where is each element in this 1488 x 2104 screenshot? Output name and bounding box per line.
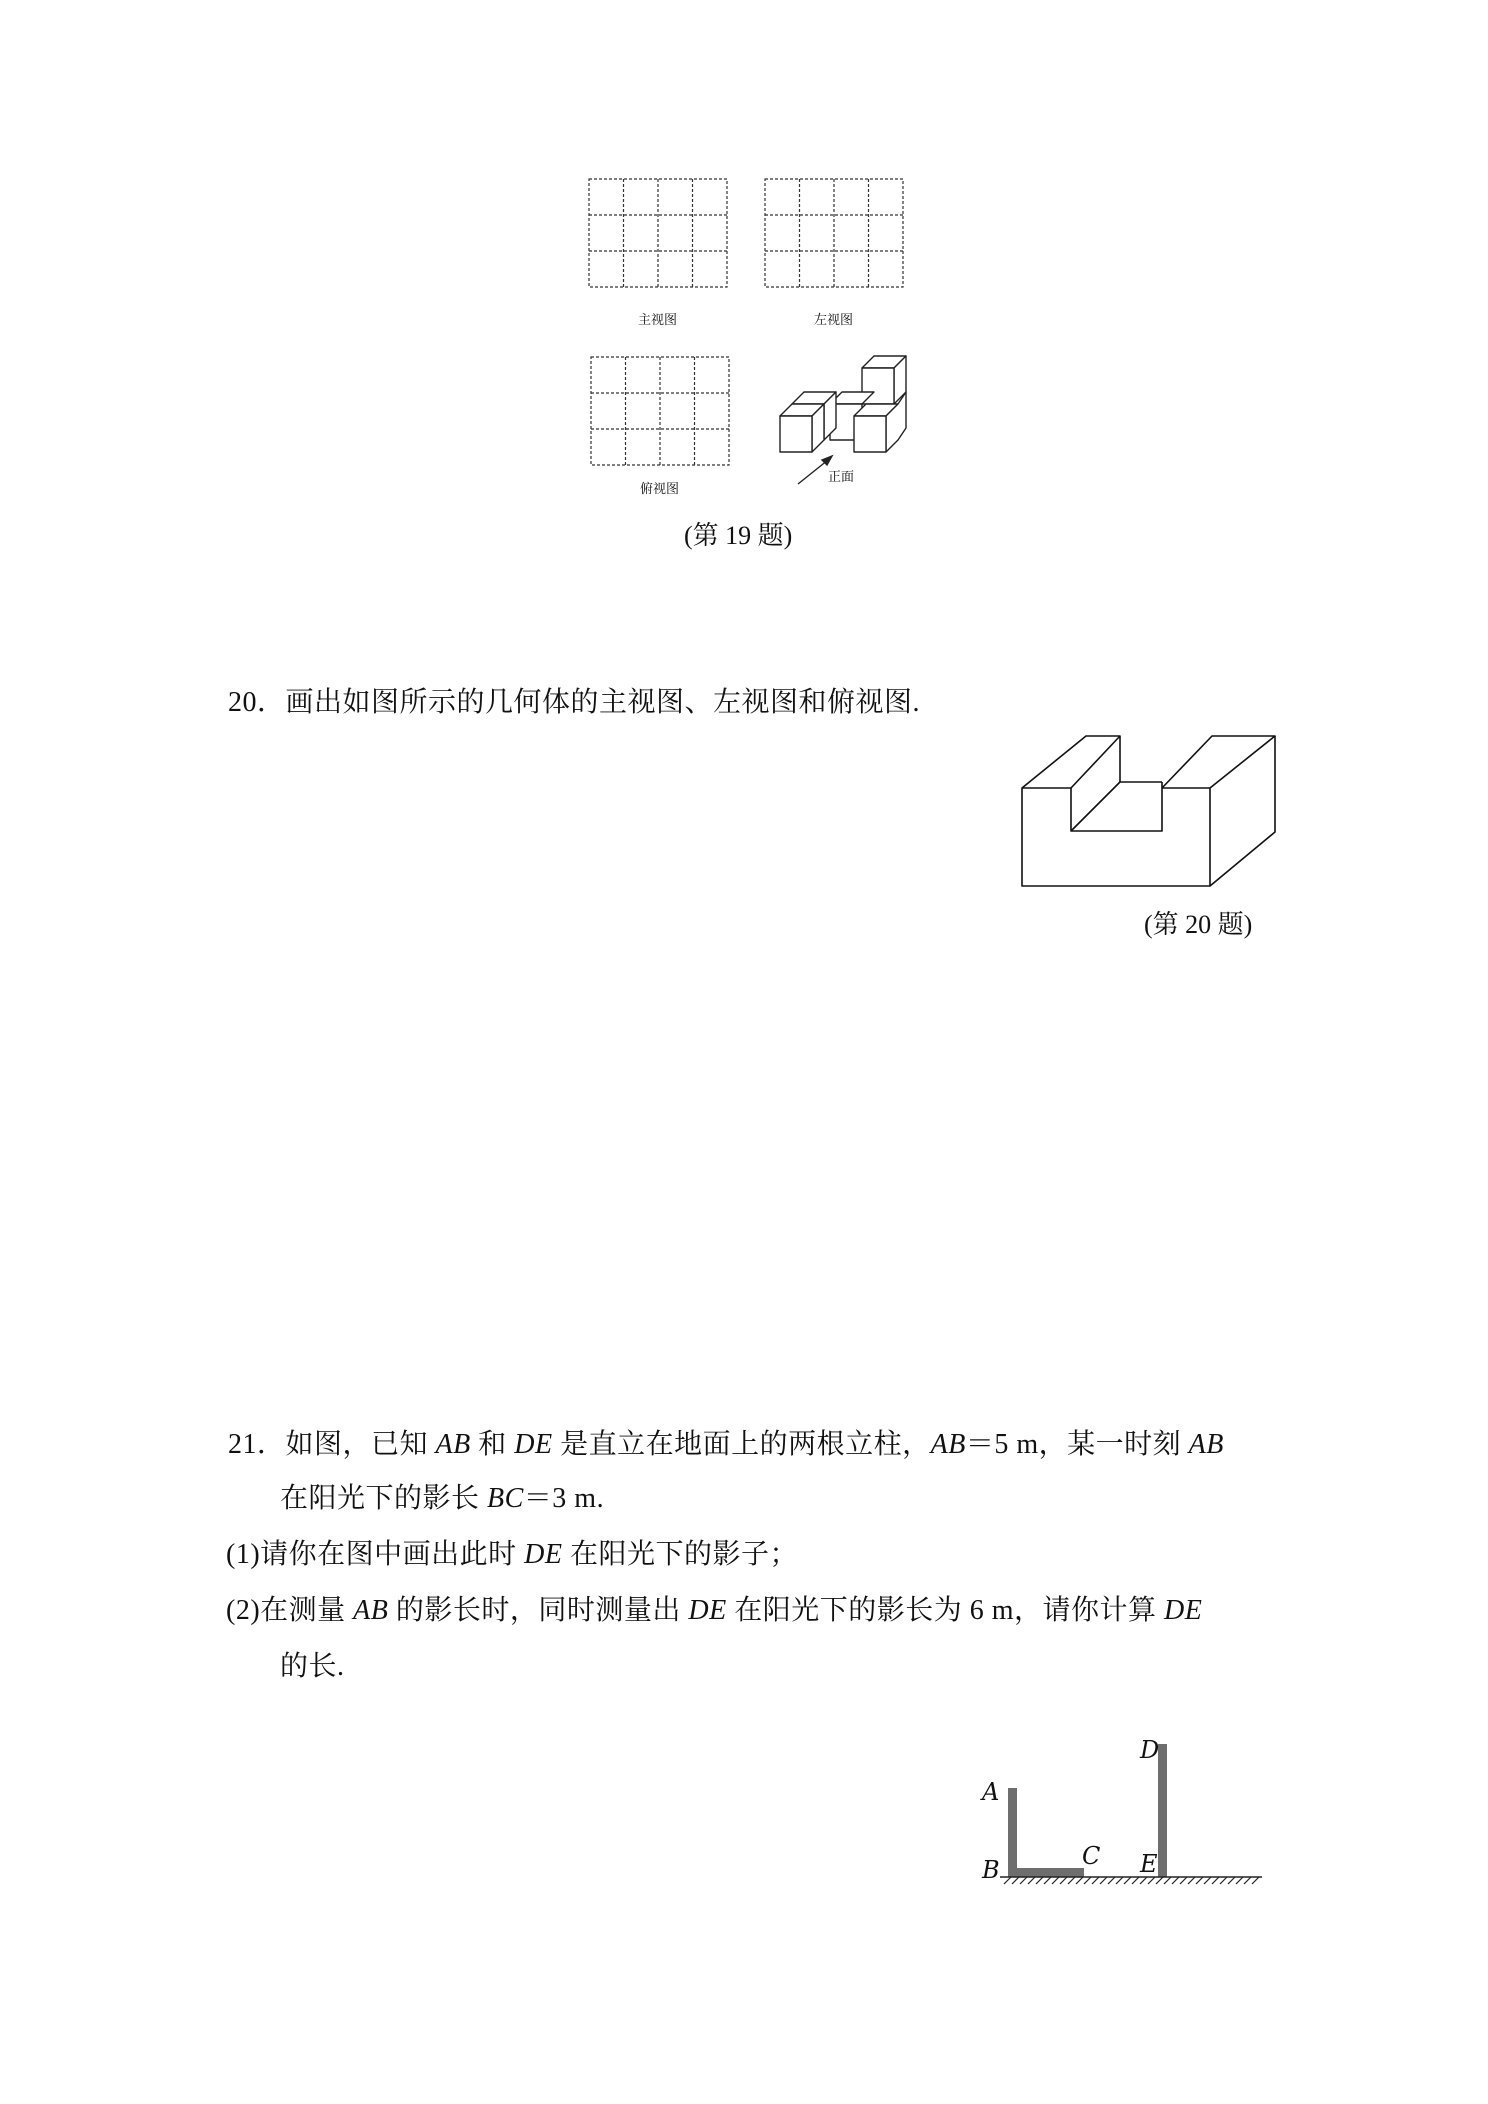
q21-part-2-end: 的长. bbox=[280, 1651, 345, 1682]
point-a-label: A bbox=[982, 1778, 1000, 1806]
pillar-de bbox=[1158, 1744, 1167, 1877]
top-view-label: 俯视图 bbox=[640, 481, 680, 496]
left-view-grid bbox=[764, 178, 910, 290]
q20-number: 20． bbox=[228, 687, 286, 718]
q21-part-2: (2)在测量 AB 的影长时，同时测量出 DE 在阳光下的影长为 6 m，请你计算 DE bbox=[226, 1595, 1203, 1626]
q21-part-1: (1)请你在图中画出此时 DE 在阳光下的影子； bbox=[226, 1539, 798, 1570]
q21-line-1: 21．如图，已知 AB 和 DE 是直立在地面上的两根立柱，AB＝5 m，某一时刻 AB bbox=[228, 1429, 1224, 1460]
front-face-label: 正面 bbox=[828, 469, 855, 484]
q19-caption: (第 19 题) bbox=[684, 521, 793, 550]
pillars-figure bbox=[1000, 1740, 1270, 1870]
q21-line-2: 在阳光下的影长 BC＝3 m. bbox=[280, 1483, 605, 1514]
u-shaped-solid bbox=[1020, 728, 1278, 890]
point-d-label: D bbox=[1140, 1736, 1160, 1764]
q20-caption: (第 20 题) bbox=[1144, 910, 1253, 939]
top-view-grid bbox=[590, 356, 736, 468]
point-c-label: C bbox=[1082, 1842, 1101, 1870]
point-b-label: B bbox=[982, 1856, 1000, 1884]
cube-stack-solid bbox=[770, 352, 940, 492]
front-view-grid bbox=[588, 178, 734, 290]
left-view-label: 左视图 bbox=[814, 312, 854, 327]
pillar-ab bbox=[1008, 1788, 1017, 1877]
shadow-bc bbox=[1008, 1868, 1084, 1877]
point-e-label: E bbox=[1140, 1850, 1158, 1878]
q20-text: 画出如图所示的几何体的主视图、左视图和俯视图. bbox=[285, 687, 921, 718]
front-view-label: 主视图 bbox=[638, 312, 678, 327]
